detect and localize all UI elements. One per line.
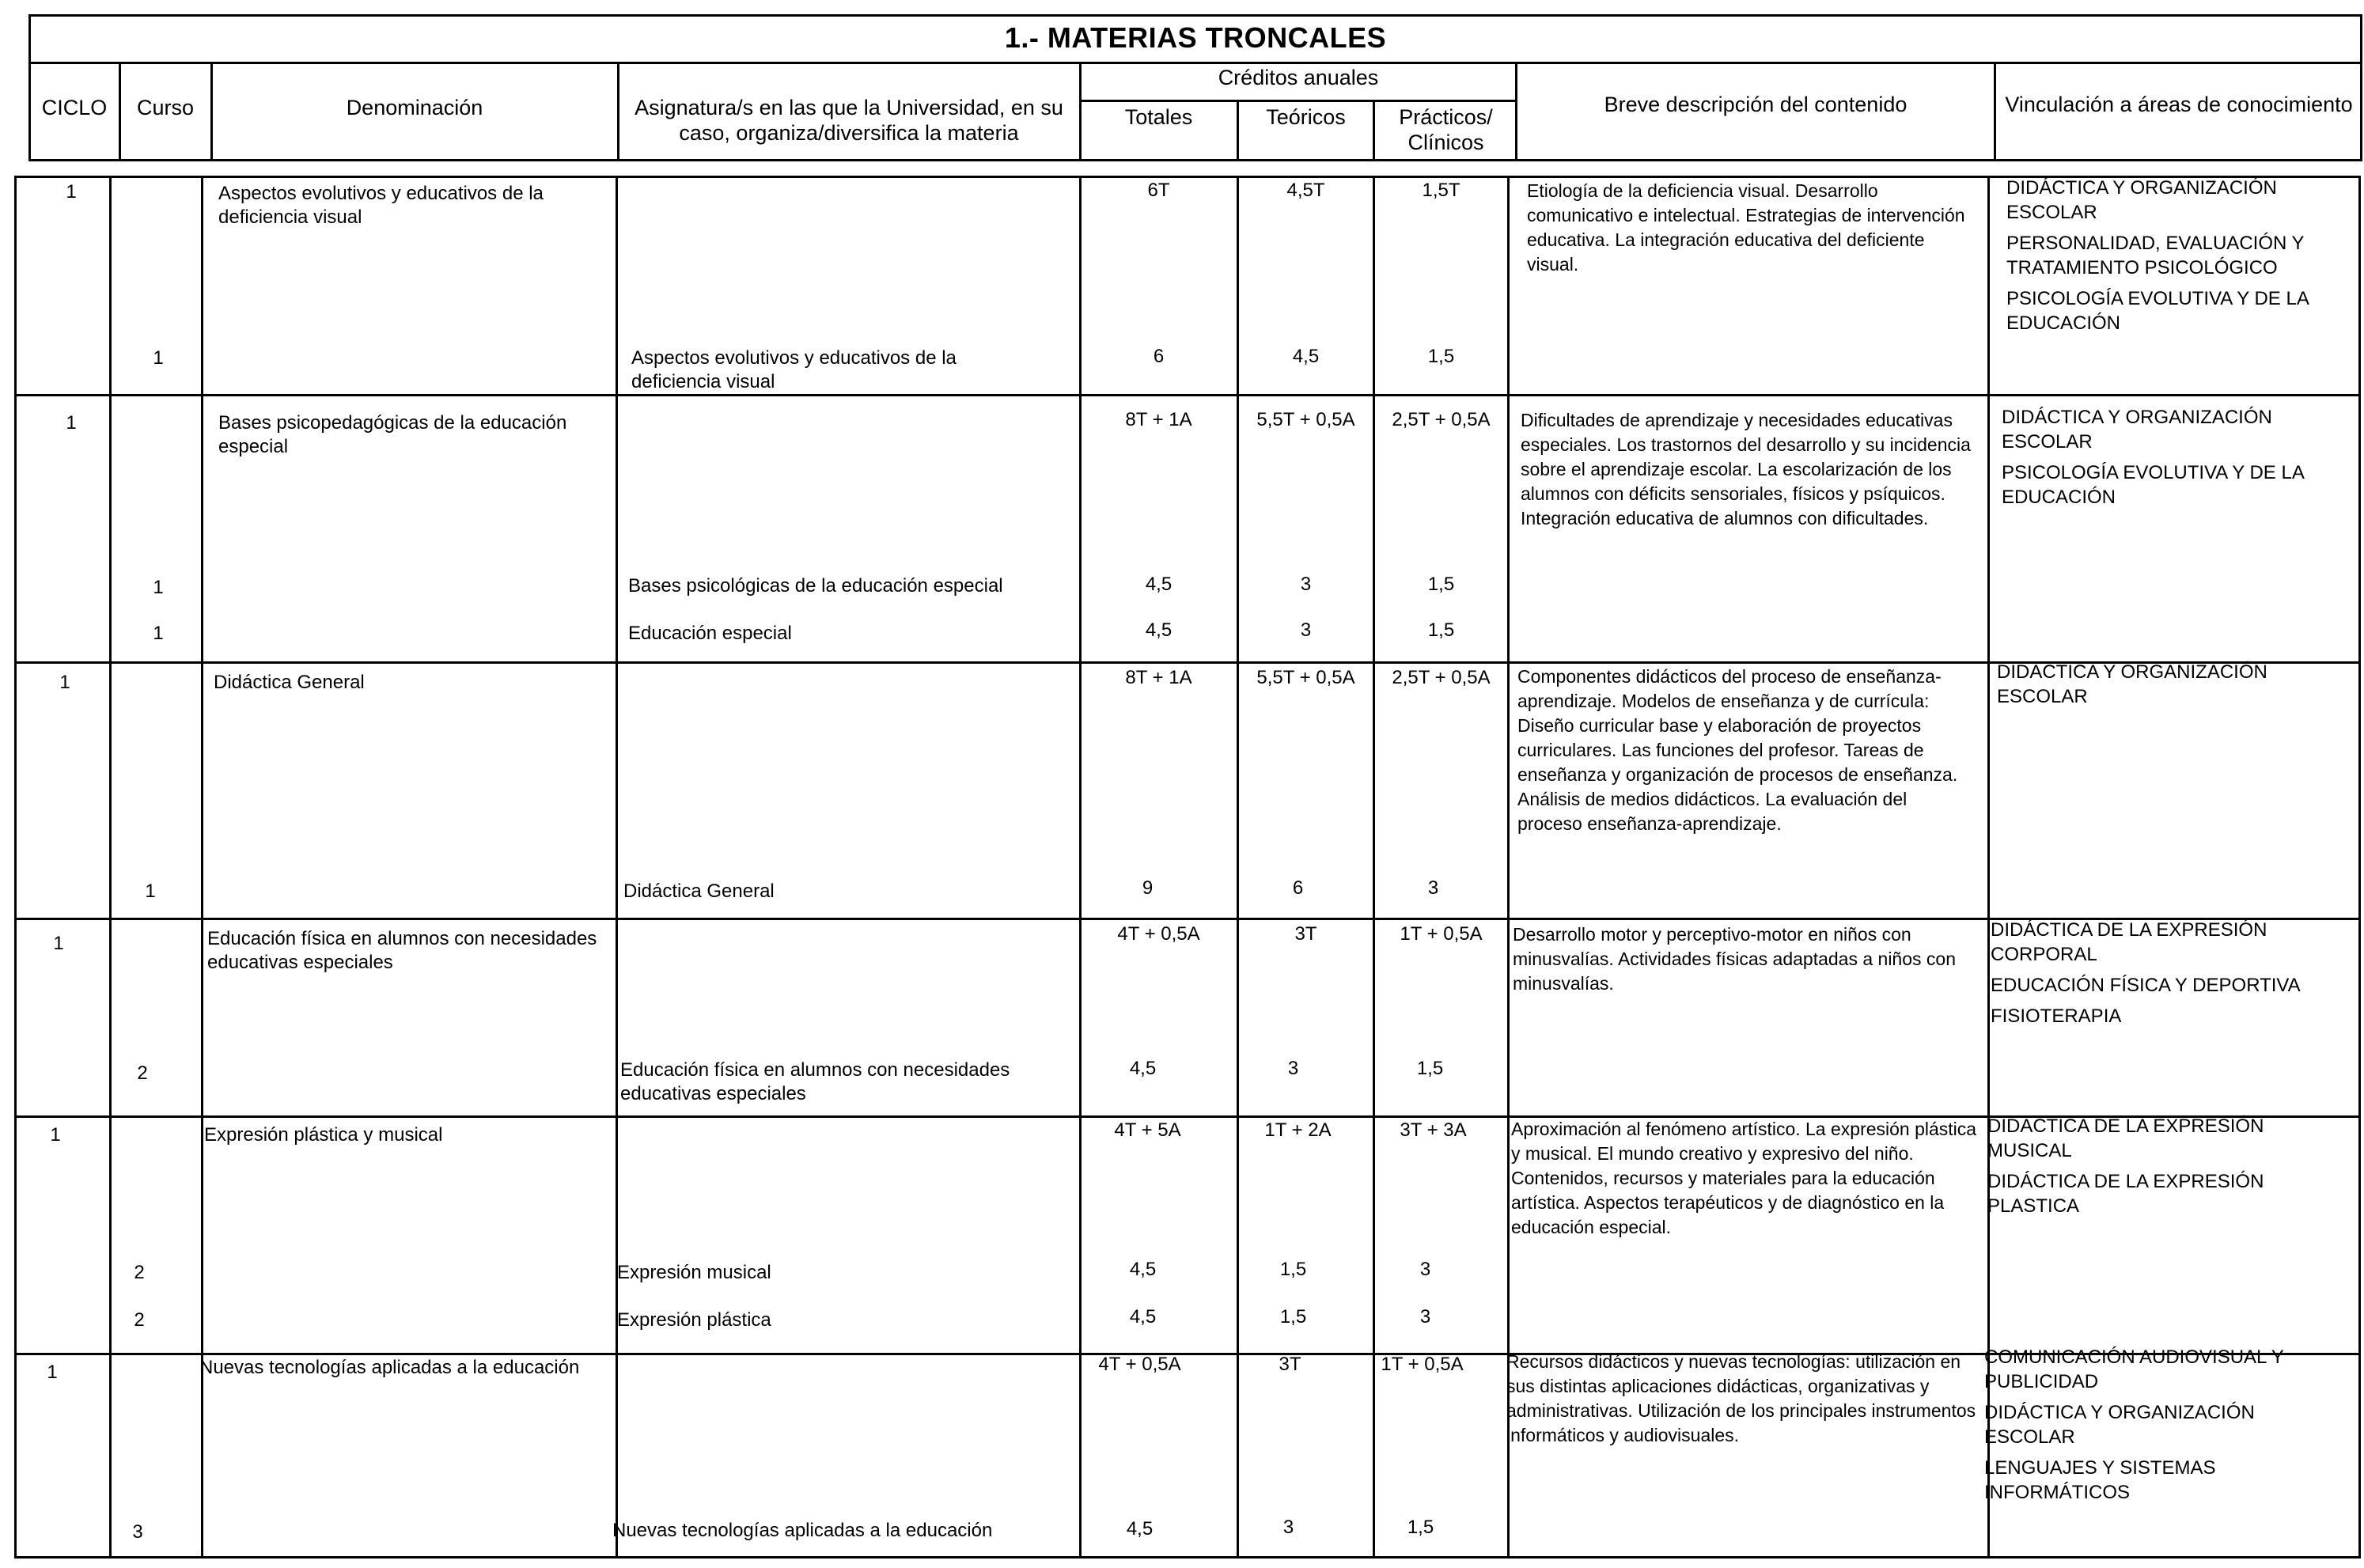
ciclo-cell: 1: [47, 1362, 58, 1383]
header-divider: [1373, 101, 1375, 160]
teoricos-cell: 3: [1300, 574, 1312, 595]
teoricos-cell: 1,5: [1279, 1306, 1307, 1327]
practicos-cell: 1,5T: [1422, 180, 1460, 201]
denominacion-cell: Educación física en alumnos con necesidades educativas especiales: [207, 928, 597, 973]
teoricos-cell: 5,5T + 0,5A: [1256, 667, 1355, 688]
asignatura-cell: Educación especial: [628, 623, 792, 644]
curso-cell: 2: [137, 1062, 148, 1084]
col-divider: [1373, 176, 1375, 1559]
header-descripcion: Breve descripción del contenido: [1604, 93, 1907, 116]
curso-cell: 2: [134, 1309, 145, 1331]
practicos-cell: 1,5: [1427, 574, 1455, 595]
asignatura-cell: Didáctica General: [623, 881, 775, 902]
totales-cell: 4,5: [1145, 574, 1173, 595]
practicos-cell: 2,5T + 0,5A: [1392, 667, 1491, 688]
teoricos-cell: 3: [1282, 1517, 1294, 1538]
totales-cell: 4,5: [1145, 619, 1173, 641]
teoricos-cell: 4,5: [1292, 346, 1320, 367]
ciclo-cell: 1: [59, 672, 70, 693]
denominacion-cell: Didáctica General: [214, 672, 365, 693]
denominacion-cell: Bases psicopedagógicas de la educación especial: [218, 412, 567, 457]
areas-cell: [1984, 1345, 2340, 1511]
header-divider: [1994, 63, 1996, 160]
curso-cell: 1: [153, 623, 164, 644]
totales-cell: 6T: [1147, 180, 1170, 201]
area-item: DIDÁCTICA Y ORGANIZACIÓN ESCOLAR: [2002, 407, 2272, 453]
curso-cell: 1: [145, 881, 156, 902]
col-divider: [201, 176, 203, 1559]
teoricos-cell: 5,5T + 0,5A: [1256, 409, 1355, 430]
totales-cell: 4,5: [1126, 1518, 1154, 1540]
area-item: COMUNICACIÓN AUDIOVISUAL Y PUBLICIDAD: [1984, 1346, 2284, 1392]
curso-cell: 3: [132, 1521, 143, 1543]
asignatura-cell: Expresión plástica: [617, 1309, 771, 1331]
areas-cell: [1997, 660, 2345, 715]
area-item: DIDÁCTICA Y ORGANIZACIÓN ESCOLAR: [2006, 177, 2277, 223]
practicos-cell: 3T + 3A: [1400, 1119, 1467, 1141]
practicos-cell: 1,5: [1427, 346, 1455, 367]
header-asignatura: Asignatura/s en las que la Universidad, en su caso, organiza/diversifica la materia: [635, 96, 1063, 145]
teoricos-cell: 3T: [1279, 1354, 1301, 1375]
area-item: DIDÁCTICA DE LA EXPRESIÓN CORPORAL: [1991, 919, 2267, 965]
practicos-cell: 3: [1419, 1259, 1431, 1280]
denominacion-cell: Aspectos evolutivos y educativos de la deficiencia visual: [218, 183, 544, 228]
descripcion-cell: Componentes didácticos del proceso de enseñanza-aprendizaje. Modelos de enseñanza y de currícula: Diseño curricular base y elaboración de proyectos curriculares. Las funciones del profesor. Tareas de enseñanza y organización de procesos de enseñanza. Análisis de medios didácticos. La evaluación del proceso enseñanza-aprendizaje.: [1517, 666, 1958, 834]
teoricos-cell: 3T: [1294, 923, 1317, 945]
creditos-divider: [1079, 100, 1516, 102]
teoricos-cell: 1T + 2A: [1264, 1119, 1332, 1141]
area-item: EDUCACIÓN FÍSICA Y DEPORTIVA: [1991, 975, 2301, 996]
col-divider: [616, 176, 618, 1559]
area-item: DIDÁCTICA Y ORGANIZACIÓN ESCOLAR: [1984, 1402, 2255, 1448]
header-ciclo: CICLO: [41, 96, 108, 119]
header-totales: Totales: [1124, 105, 1193, 129]
page-title: 1.- MATERIAS TRONCALES: [1004, 21, 1387, 54]
descripcion-cell: Desarrollo motor y perceptivo-motor en niños con minusvalías. Actividades físicas adaptadas a niños con minusvalías.: [1513, 924, 1956, 994]
teoricos-cell: 6: [1292, 877, 1304, 899]
totales-cell: 4,5: [1129, 1058, 1157, 1079]
totales-cell: 9: [1142, 877, 1154, 899]
area-item: FISIOTERAPIA: [1991, 1006, 2122, 1027]
areas-cell: [2006, 176, 2355, 342]
area-item: DIDÁCTICA Y ORGANIZACIÓN ESCOLAR: [1997, 661, 2267, 707]
totales-cell: 4,5: [1129, 1259, 1157, 1280]
title-divider: [28, 62, 2362, 64]
asignatura-cell: Aspectos evolutivos y educativos de la deficiencia visual: [631, 347, 957, 392]
area-item: LENGUAJES Y SISTEMAS INFORMÁTICOS: [1984, 1457, 2216, 1503]
descripcion-cell: Dificultades de aprendizaje y necesidades educativas especiales. Los trastornos del desarrollo y su incidencia sobre el aprendizaje escolar. La escolarización de los alumnos con déficits sensoriales, físicos y psíquicos. Integración educativa de alumnos con dificultades.: [1521, 410, 1971, 528]
teoricos-cell: 3: [1300, 619, 1312, 641]
col-divider: [109, 176, 112, 1559]
areas-cell: [1987, 1114, 2336, 1225]
ciclo-cell: 1: [50, 1124, 61, 1146]
header-curso: Curso: [136, 96, 195, 119]
practicos-cell: 1T + 0,5A: [1381, 1354, 1464, 1375]
practicos-cell: 1,5: [1416, 1058, 1444, 1079]
area-item: DIDÁCTICA DE LA EXPRESIÓN MUSICAL: [1987, 1115, 2264, 1161]
practicos-cell: 1,5: [1427, 619, 1455, 641]
area-item: PSICOLOGÍA EVOLUTIVA Y DE LA EDUCACIÓN: [2006, 288, 2309, 334]
col-divider: [1237, 176, 1239, 1559]
curso-cell: 1: [153, 347, 164, 369]
descripcion-cell: Etiología de la deficiencia visual. Desarrollo comunicativo e intelectual. Estrategias de intervención educativa. La integración educativa del deficiente visual.: [1527, 180, 1965, 275]
header-denominacion: Denominación: [346, 96, 483, 119]
totales-cell: 6: [1153, 346, 1165, 367]
totales-cell: 8T + 1A: [1125, 409, 1192, 430]
teoricos-cell: 1,5: [1279, 1259, 1307, 1280]
area-item: DIDÁCTICA DE LA EXPRESIÓN PLASTICA: [1987, 1171, 2264, 1217]
curso-cell: 2: [134, 1262, 145, 1283]
header-teoricos: Teóricos: [1266, 105, 1346, 129]
col-divider: [1079, 176, 1082, 1559]
area-item: PERSONALIDAD, EVALUACIÓN Y TRATAMIENTO PSICOLÓGICO: [2006, 233, 2305, 278]
asignatura-cell: Educación física en alumnos con necesidades educativas especiales: [620, 1059, 1010, 1104]
areas-cell: [1991, 918, 2339, 1035]
practicos-cell: 2,5T + 0,5A: [1392, 409, 1491, 430]
area-item: PSICOLOGÍA EVOLUTIVA Y DE LA EDUCACIÓN: [2002, 462, 2304, 508]
practicos-cell: 3: [1427, 877, 1439, 899]
asignatura-cell: Bases psicológicas de la educación especial: [628, 575, 1003, 597]
totales-cell: 8T + 1A: [1125, 667, 1192, 688]
header-creditos: Créditos anuales: [1218, 66, 1379, 89]
practicos-cell: 1,5: [1407, 1517, 1434, 1538]
totales-cell: 4T + 0,5A: [1117, 923, 1200, 945]
row-divider: [14, 394, 2361, 396]
totales-cell: 4T + 5A: [1114, 1119, 1181, 1141]
practicos-cell: 3: [1419, 1306, 1431, 1327]
ciclo-cell: 1: [53, 933, 64, 954]
asignatura-cell: Expresión musical: [617, 1262, 771, 1283]
asignatura-cell: Nuevas tecnologías aplicadas a la educación: [612, 1520, 993, 1541]
descripcion-cell: Recursos didácticos y nuevas tecnologías: utilización en sus distintas aplicaciones didácticas, organizativas y administrativas. Utilización de los principales instrumentos informáticos y audiovisuales.: [1506, 1351, 1976, 1445]
areas-cell: [2002, 405, 2350, 516]
ciclo-cell: 1: [66, 412, 77, 434]
curso-cell: 1: [153, 577, 164, 598]
header-practicos: Prácticos/ Clínicos: [1399, 105, 1493, 154]
header-divider: [617, 63, 619, 160]
totales-cell: 4T + 0,5A: [1098, 1354, 1181, 1375]
teoricos-cell: 3: [1287, 1058, 1299, 1079]
header-vinculacion: Vinculación a áreas de conocimiento: [2005, 93, 2353, 116]
denominacion-cell: Nuevas tecnologías aplicadas a la educación: [199, 1357, 580, 1378]
ciclo-cell: 1: [66, 181, 77, 203]
teoricos-cell: 4,5T: [1286, 180, 1325, 201]
totales-cell: 4,5: [1129, 1306, 1157, 1327]
practicos-cell: 1T + 0,5A: [1400, 923, 1483, 945]
descripcion-cell: Aproximación al fenómeno artístico. La expresión plástica y musical. El mundo creativo y expresivo del niño. Contenidos, recursos y materiales para la educación artística. Aspectos terapéuticos y de diagnóstico en la educación especial.: [1511, 1119, 1977, 1237]
denominacion-cell: Expresión plástica y musical: [204, 1124, 443, 1146]
